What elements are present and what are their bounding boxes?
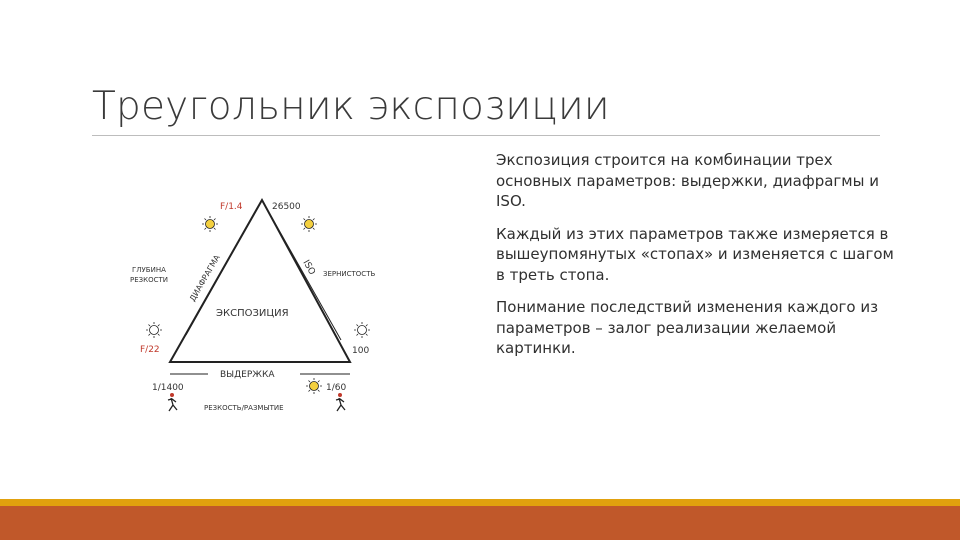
running-figure-icon (168, 393, 177, 411)
sun-icon (146, 322, 162, 338)
footer-band-accent (0, 499, 960, 506)
slide-title: Треугольник экспозиции (92, 84, 610, 129)
paragraph: Понимание последствий изменения каждого из параметров – залог реализации желаемой картинки. (496, 298, 879, 357)
shutter-right-value: 1/60 (326, 383, 347, 393)
center-label: ЭКСПОЗИЦИЯ (216, 308, 289, 319)
paragraph: Экспозиция строится на комбинации трех основных параметров: выдержки, диафрагмы и ISO. (496, 151, 879, 210)
exposure-triangle-diagram (128, 190, 408, 420)
sun-icon (301, 216, 317, 232)
paragraph: Каждый из этих параметров также измеряется в вышеупомянутых «стопах» и изменяется с шагом в треть стопа. (496, 224, 894, 284)
aperture-bottom-value: F/22 (140, 345, 160, 355)
aperture-top-value: F/1.4 (220, 202, 243, 212)
shutter-left-value: 1/1400 (152, 383, 184, 393)
depth-label-line2: РЕЗКОСТИ (130, 276, 169, 284)
grain-label: ЗЕРНИСТОСТЬ (323, 270, 376, 278)
sun-icon (202, 216, 218, 232)
iso-bottom-value: 100 (352, 346, 370, 356)
footer-band (0, 506, 960, 540)
motion-label: РЕЗКОСТЬ/РАЗМЫТИЕ (204, 404, 284, 412)
right-side-label: ISO (300, 258, 317, 277)
bottom-side-label: ВЫДЕРЖКА (220, 370, 275, 380)
sun-icon (354, 322, 370, 338)
running-figure-icon (336, 393, 345, 411)
depth-label-line1: ГЛУБИНА (132, 266, 166, 274)
left-side-label: ДИАФРАГМА (187, 253, 222, 303)
iso-top-value: 26500 (272, 202, 301, 212)
sun-icon (306, 378, 322, 394)
title-divider (92, 135, 880, 136)
body-text (496, 150, 896, 371)
